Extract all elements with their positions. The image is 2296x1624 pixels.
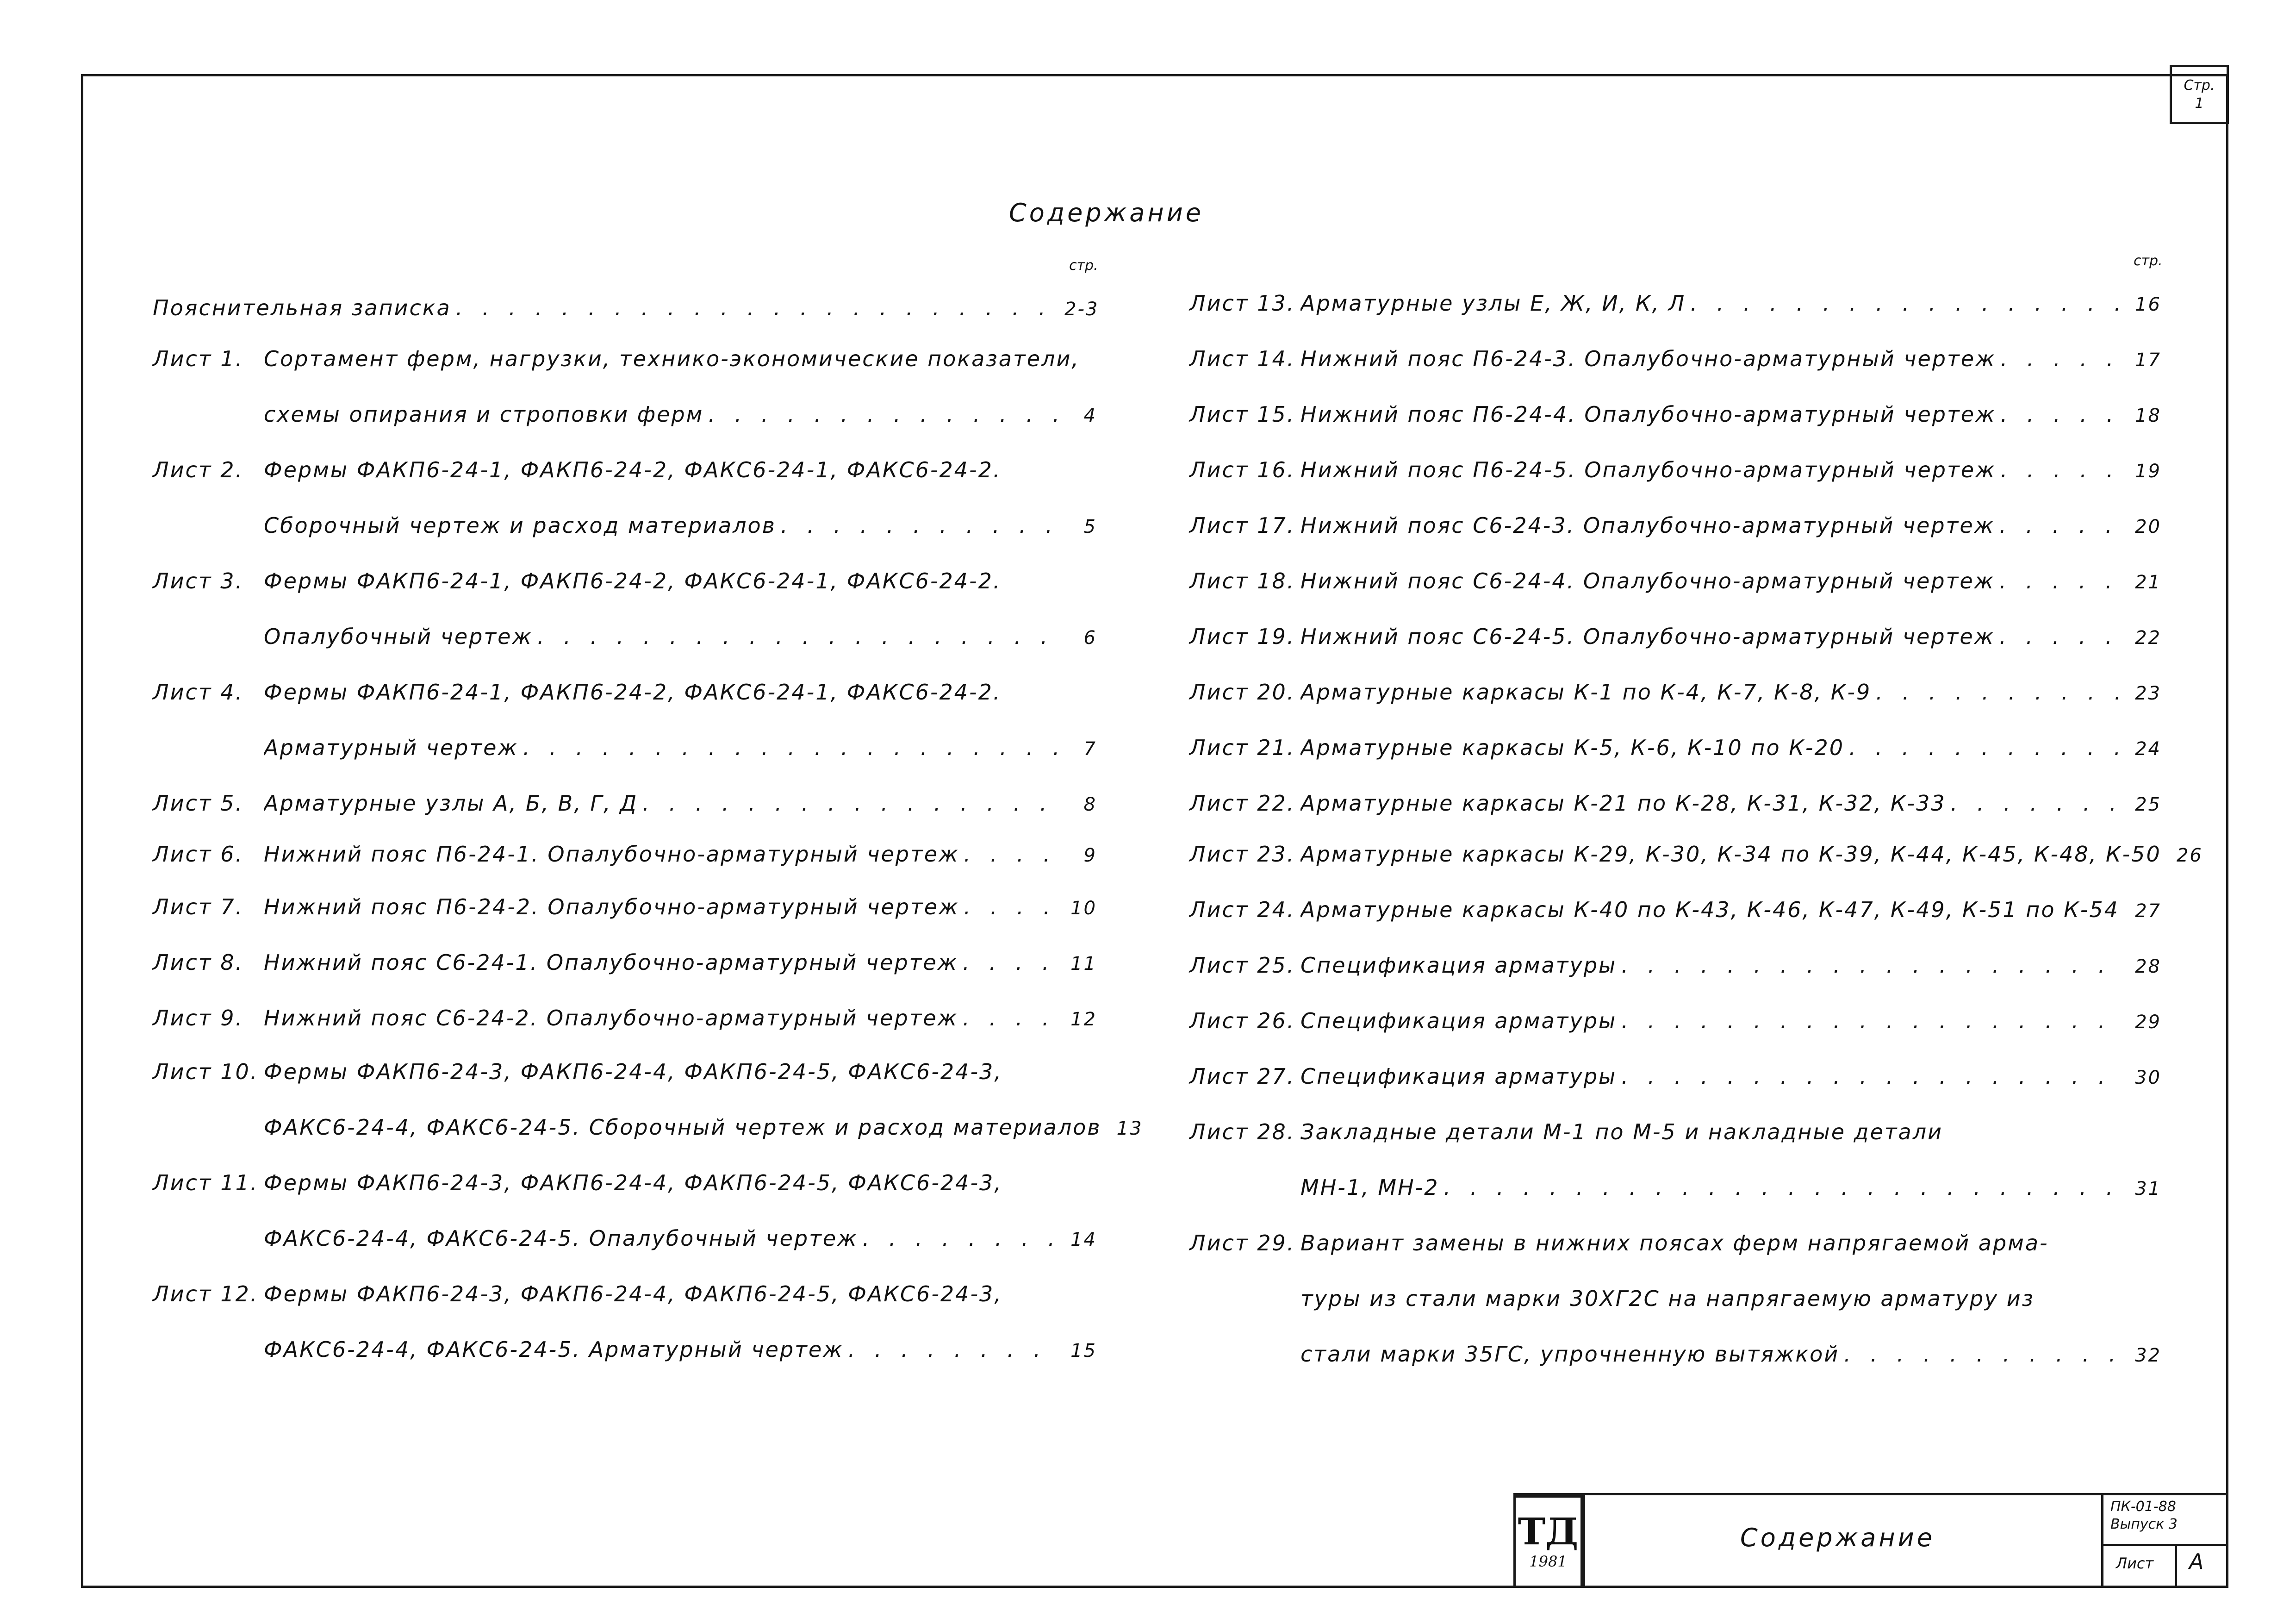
- toc-sheet-number: Лист 15.: [1189, 402, 1295, 427]
- toc-entry-title: ФАКС6-24-4, ФАКС6-24-5. Арматурный чертеж: [264, 1337, 844, 1362]
- toc-entry: [1189, 568, 2161, 593]
- toc-entry-title: Арматурные каркасы К-40 по К-43, К-46, К-47, К-49, К-51 по К-54: [1300, 897, 2119, 922]
- publisher-logo: [1513, 1495, 1583, 1588]
- toc-page-number: 10: [1070, 898, 1097, 919]
- toc-entry-title: Спецификация арматуры: [1300, 1008, 1617, 1033]
- toc-page-number: 11: [1070, 953, 1097, 974]
- toc-page-number: 30: [2135, 1067, 2161, 1088]
- toc-sheet-number: Лист 20.: [1189, 680, 1295, 705]
- toc-leader-dots: [963, 1006, 1060, 1031]
- toc-leader-dots: [1999, 624, 2124, 649]
- toc-entry-title: стали марки 35ГС, упрочненную вытяжкой: [1300, 1342, 1840, 1367]
- toc-page-number: 20: [2135, 516, 2161, 537]
- toc-page-number: 6: [1083, 627, 1097, 649]
- left-page-col-label: стр.: [1069, 257, 1098, 274]
- toc-entry: [153, 346, 1097, 371]
- toc-page-number: 23: [2135, 683, 2161, 704]
- toc-entry-title: Арматурные узлы Е, Ж, И, К, Л: [1300, 291, 1686, 316]
- toc-entry: [153, 457, 1097, 482]
- toc-entry-title: Опалубочный чертеж: [264, 624, 533, 649]
- title-block-divider-2: [2101, 1493, 2103, 1588]
- corner-value: 1: [2195, 95, 2204, 112]
- toc-sheet-number: Лист 27.: [1189, 1064, 1295, 1089]
- toc-sheet-number: Лист 3.: [153, 568, 244, 593]
- corner-page-box: [2170, 65, 2229, 124]
- toc-sheet-number: Лист 22.: [1189, 791, 1295, 816]
- toc-entry: [1189, 1342, 2161, 1367]
- toc-page-number: 32: [2135, 1345, 2161, 1366]
- toc-entry: [1189, 1230, 2161, 1255]
- toc-entry: [153, 402, 1097, 427]
- toc-leader-dots: [523, 735, 1060, 760]
- toc-entry: [153, 568, 1097, 593]
- right-page-col-label: стр.: [2134, 253, 2163, 269]
- series-code: ПК-01-88: [2110, 1499, 2176, 1515]
- toc-entry-title: Арматурные каркасы К-5, К-6, К-10 по К-20: [1300, 735, 1845, 760]
- toc-sheet-number: Лист 13.: [1189, 291, 1295, 316]
- toc-sheet-number: Пояснительная записка: [153, 295, 451, 320]
- toc-sheet-number: Лист 28.: [1189, 1119, 1295, 1144]
- toc-entry: [1189, 735, 2161, 760]
- toc-leader-dots: [456, 295, 1060, 320]
- toc-page-number: 12: [1070, 1009, 1097, 1030]
- toc-entry: [1189, 513, 2161, 538]
- toc-sheet-number: Лист 19.: [1189, 624, 1295, 649]
- toc-sheet-number: Лист 2.: [153, 457, 244, 482]
- toc-entry: [153, 894, 1097, 919]
- toc-page-number: 14: [1070, 1229, 1097, 1250]
- toc-entry-title: ФАКС6-24-4, ФАКС6-24-5. Опалубочный чертеж: [264, 1226, 858, 1251]
- toc-entry-title: Нижний пояс С6-24-4. Опалубочно-арматурный чертеж: [1300, 568, 1995, 593]
- toc-entry: [153, 1059, 1097, 1084]
- toc-sheet-number: Лист 25.: [1189, 953, 1295, 978]
- toc-entry-title: Нижний пояс С6-24-1. Опалубочно-арматурный чертеж: [264, 950, 958, 975]
- toc-entry: [1189, 291, 2161, 316]
- toc-entry-title: Арматурный чертеж: [264, 735, 518, 760]
- toc-entry: [153, 1281, 1097, 1306]
- toc-entry-title: Арматурные каркасы К-29, К-30, К-34 по К-39, К-44, К-45, К-48, К-50: [1300, 842, 2161, 867]
- toc-leader-dots: [1876, 680, 2124, 705]
- sheet-label: Лист: [2116, 1555, 2154, 1572]
- toc-entry: [1189, 680, 2161, 705]
- toc-sheet-number: Лист 1.: [153, 346, 244, 371]
- toc-entry-title: Нижний пояс П6-24-4. Опалубочно-арматурный чертеж: [1300, 402, 1996, 427]
- toc-page-number: 18: [2135, 405, 2161, 426]
- toc-leader-dots: [1999, 568, 2124, 593]
- toc-entry: [153, 1006, 1097, 1031]
- toc-page-number: 29: [2135, 1012, 2161, 1033]
- toc-entry-title: Сортамент ферм, нагрузки, технико-экономические показатели,: [264, 346, 1080, 371]
- toc-entry: [1189, 1175, 2161, 1200]
- toc-sheet-number: Лист 18.: [1189, 568, 1295, 593]
- toc-entry: [153, 1115, 1143, 1140]
- frame-bottom: [81, 1586, 2228, 1588]
- title-block-series: [2110, 1498, 2178, 1533]
- toc-entry: [1189, 1008, 2161, 1033]
- toc-leader-dots: [848, 1337, 1060, 1362]
- toc-entry: [1189, 791, 2161, 816]
- toc-entry: [153, 513, 1097, 538]
- toc-leader-dots: [964, 842, 1060, 867]
- toc-sheet-number: Лист 9.: [153, 1006, 244, 1031]
- toc-leader-dots: [2001, 457, 2124, 482]
- toc-leader-dots: [1849, 735, 2124, 760]
- logo-year: 1981: [1529, 1553, 1567, 1570]
- toc-page-number: 31: [2135, 1178, 2161, 1199]
- toc-page-number: 22: [2135, 627, 2161, 649]
- toc-entry: [1189, 1286, 2161, 1311]
- toc-entry: [1189, 402, 2161, 427]
- toc-sheet-number: Лист 6.: [153, 842, 244, 867]
- title-block-top: [1513, 1493, 2228, 1495]
- toc-leader-dots: [964, 894, 1060, 919]
- toc-sheet-number: Лист 10.: [153, 1059, 259, 1084]
- toc-page-number: 8: [1083, 794, 1097, 815]
- toc-page-number: 4: [1083, 405, 1097, 426]
- toc-sheet-number: Лист 12.: [153, 1281, 259, 1306]
- frame-left: [81, 74, 83, 1588]
- toc-page-number: 2-3: [1064, 299, 1099, 320]
- toc-sheet-number: Лист 4.: [153, 680, 244, 705]
- toc-entry: [1189, 624, 2161, 649]
- toc-entry-title: МН-1, МН-2: [1300, 1175, 1439, 1200]
- toc-page-number: 7: [1083, 738, 1097, 760]
- toc-leader-dots: [963, 950, 1060, 975]
- toc-page-number: 27: [2135, 900, 2161, 922]
- toc-sheet-number: Лист 5.: [153, 791, 244, 816]
- toc-entry-title: Арматурные узлы А, Б, В, Г, Д: [264, 791, 638, 816]
- toc-entry-title: Арматурные каркасы К-1 по К-4, К-7, К-8, К-9: [1300, 680, 1872, 705]
- toc-leader-dots: [1690, 291, 2124, 316]
- toc-entry: [153, 950, 1097, 975]
- page-title: Содержание: [1009, 198, 1204, 227]
- toc-page-number: 28: [2135, 956, 2161, 977]
- toc-page-number: 17: [2135, 350, 2161, 371]
- toc-entry-title: Спецификация арматуры: [1300, 953, 1617, 978]
- toc-entry-title: Фермы ФАКП6-24-1, ФАКП6-24-2, ФАКС6-24-1, ФАКС6-24-2.: [264, 680, 1002, 705]
- toc-leader-dots: [2001, 402, 2124, 427]
- toc-entry-title: Фермы ФАКП6-24-1, ФАКП6-24-2, ФАКС6-24-1, ФАКС6-24-2.: [264, 568, 1002, 593]
- title-block-sheet-divider: [2175, 1544, 2177, 1588]
- frame-right: [2226, 74, 2228, 1588]
- toc-leader-dots: [537, 624, 1060, 649]
- toc-entry: [153, 735, 1097, 760]
- toc-entry: [153, 295, 1097, 320]
- toc-sheet-number: Лист 16.: [1189, 457, 1295, 482]
- toc-leader-dots: [1621, 1064, 2124, 1089]
- frame-top: [81, 74, 2228, 76]
- toc-entry-title: схемы опирания и строповки ферм: [264, 402, 704, 427]
- toc-page-number: 15: [1070, 1340, 1097, 1362]
- toc-leader-dots: [642, 791, 1060, 816]
- toc-entry: [153, 1226, 1097, 1251]
- toc-sheet-number: Лист 17.: [1189, 513, 1295, 538]
- toc-leader-dots: [1844, 1342, 2124, 1367]
- toc-sheet-number: Лист 21.: [1189, 735, 1295, 760]
- toc-entry-title: Арматурные каркасы К-21 по К-28, К-31, К-32, К-33: [1300, 791, 1946, 816]
- toc-leader-dots: [863, 1226, 1060, 1251]
- toc-entry: [1189, 1119, 2161, 1144]
- corner-label: Стр.: [2184, 77, 2215, 94]
- toc-entry-title: Нижний пояс П6-24-2. Опалубочно-арматурный чертеж: [264, 894, 959, 919]
- toc-entry: [1189, 457, 2161, 482]
- toc-page-number: 5: [1083, 516, 1097, 537]
- toc-entry-title: ФАКС6-24-4, ФАКС6-24-5. Сборочный чертеж и расход материалов: [264, 1115, 1101, 1140]
- toc-page-number: 19: [2135, 461, 2161, 482]
- toc-entry-title: Фермы ФАКП6-24-1, ФАКП6-24-2, ФАКС6-24-1, ФАКС6-24-2.: [264, 457, 1002, 482]
- toc-page-number: 9: [1083, 845, 1097, 866]
- toc-entry: [1189, 953, 2161, 978]
- toc-sheet-number: Лист 29.: [1189, 1230, 1295, 1255]
- toc-entry-title: Нижний пояс П6-24-5. Опалубочно-арматурный чертеж: [1300, 457, 1996, 482]
- toc-page-number: 13: [1116, 1118, 1143, 1139]
- toc-leader-dots: [708, 402, 1060, 427]
- toc-sheet-number: Лист 14.: [1189, 346, 1295, 371]
- toc-sheet-number: Лист 26.: [1189, 1008, 1295, 1033]
- toc-entry-title: Нижний пояс П6-24-3. Опалубочно-арматурный чертеж: [1300, 346, 1996, 371]
- toc-entry-title: Нижний пояс С6-24-2. Опалубочно-арматурный чертеж: [264, 1006, 958, 1031]
- toc-page-number: 21: [2135, 572, 2161, 593]
- toc-sheet-number: Лист 24.: [1189, 897, 1295, 922]
- toc-entry: [1189, 1064, 2161, 1089]
- toc-sheet-number: Лист 11.: [153, 1170, 259, 1195]
- toc-entry: [153, 624, 1097, 649]
- toc-entry: [1189, 842, 2203, 867]
- toc-leader-dots: [1621, 1008, 2124, 1033]
- toc-page-number: 26: [2176, 845, 2203, 866]
- toc-entry-title: Фермы ФАКП6-24-3, ФАКП6-24-4, ФАКП6-24-5, ФАКС6-24-3,: [264, 1281, 1002, 1306]
- toc-entry-title: Спецификация арматуры: [1300, 1064, 1617, 1089]
- toc-entry: [1189, 346, 2161, 371]
- title-block-divider-1: [1583, 1493, 1585, 1588]
- toc-leader-dots: [2001, 346, 2124, 371]
- title-block-title: Содержание: [1740, 1523, 1935, 1552]
- toc-entry: [153, 1337, 1097, 1362]
- toc-page-number: 24: [2135, 738, 2161, 760]
- toc-entry: [1189, 897, 2161, 922]
- toc-entry-title: Нижний пояс С6-24-5. Опалубочно-арматурный чертеж: [1300, 624, 1995, 649]
- toc-leader-dots: [1951, 791, 2124, 816]
- toc-sheet-number: Лист 7.: [153, 894, 244, 919]
- toc-entry-title: Сборочный чертеж и расход материалов: [264, 513, 776, 538]
- toc-sheet-number: Лист 23.: [1189, 842, 1295, 867]
- logo-mark: ТД: [1518, 1510, 1579, 1553]
- toc-entry-title: Нижний пояс П6-24-1. Опалубочно-арматурный чертеж: [264, 842, 959, 867]
- toc-page-number: 16: [2135, 294, 2161, 315]
- toc-leader-dots: [1999, 513, 2124, 538]
- toc-entry-title: Вариант замены в нижних поясах ферм напрягаемой арма-: [1300, 1230, 2049, 1255]
- toc-entry: [153, 680, 1097, 705]
- toc-sheet-number: Лист 8.: [153, 950, 244, 975]
- toc-entry-title: Закладные детали М-1 по М-5 и накладные детали: [1300, 1119, 1943, 1144]
- title-block-sheet-line: [2101, 1544, 2228, 1546]
- toc-page-number: 25: [2135, 794, 2161, 815]
- toc-entry: [153, 1170, 1097, 1195]
- toc-leader-dots: [781, 513, 1060, 538]
- toc-leader-dots: [1621, 953, 2124, 978]
- sheet-value: А: [2189, 1549, 2204, 1574]
- toc-entry-title: туры из стали марки 30ХГ2С на напрягаемую арматуру из: [1300, 1286, 2035, 1311]
- toc-entry: [153, 791, 1097, 816]
- toc-entry-title: Фермы ФАКП6-24-3, ФАКП6-24-4, ФАКП6-24-5, ФАКС6-24-3,: [264, 1059, 1002, 1084]
- toc-entry-title: Нижний пояс С6-24-3. Опалубочно-арматурный чертеж: [1300, 513, 1995, 538]
- toc-leader-dots: [1444, 1175, 2124, 1200]
- toc-entry-title: Фермы ФАКП6-24-3, ФАКП6-24-4, ФАКП6-24-5, ФАКС6-24-3,: [264, 1170, 1002, 1195]
- toc-entry: [153, 842, 1097, 867]
- issue-number: Выпуск 3: [2110, 1516, 2178, 1532]
